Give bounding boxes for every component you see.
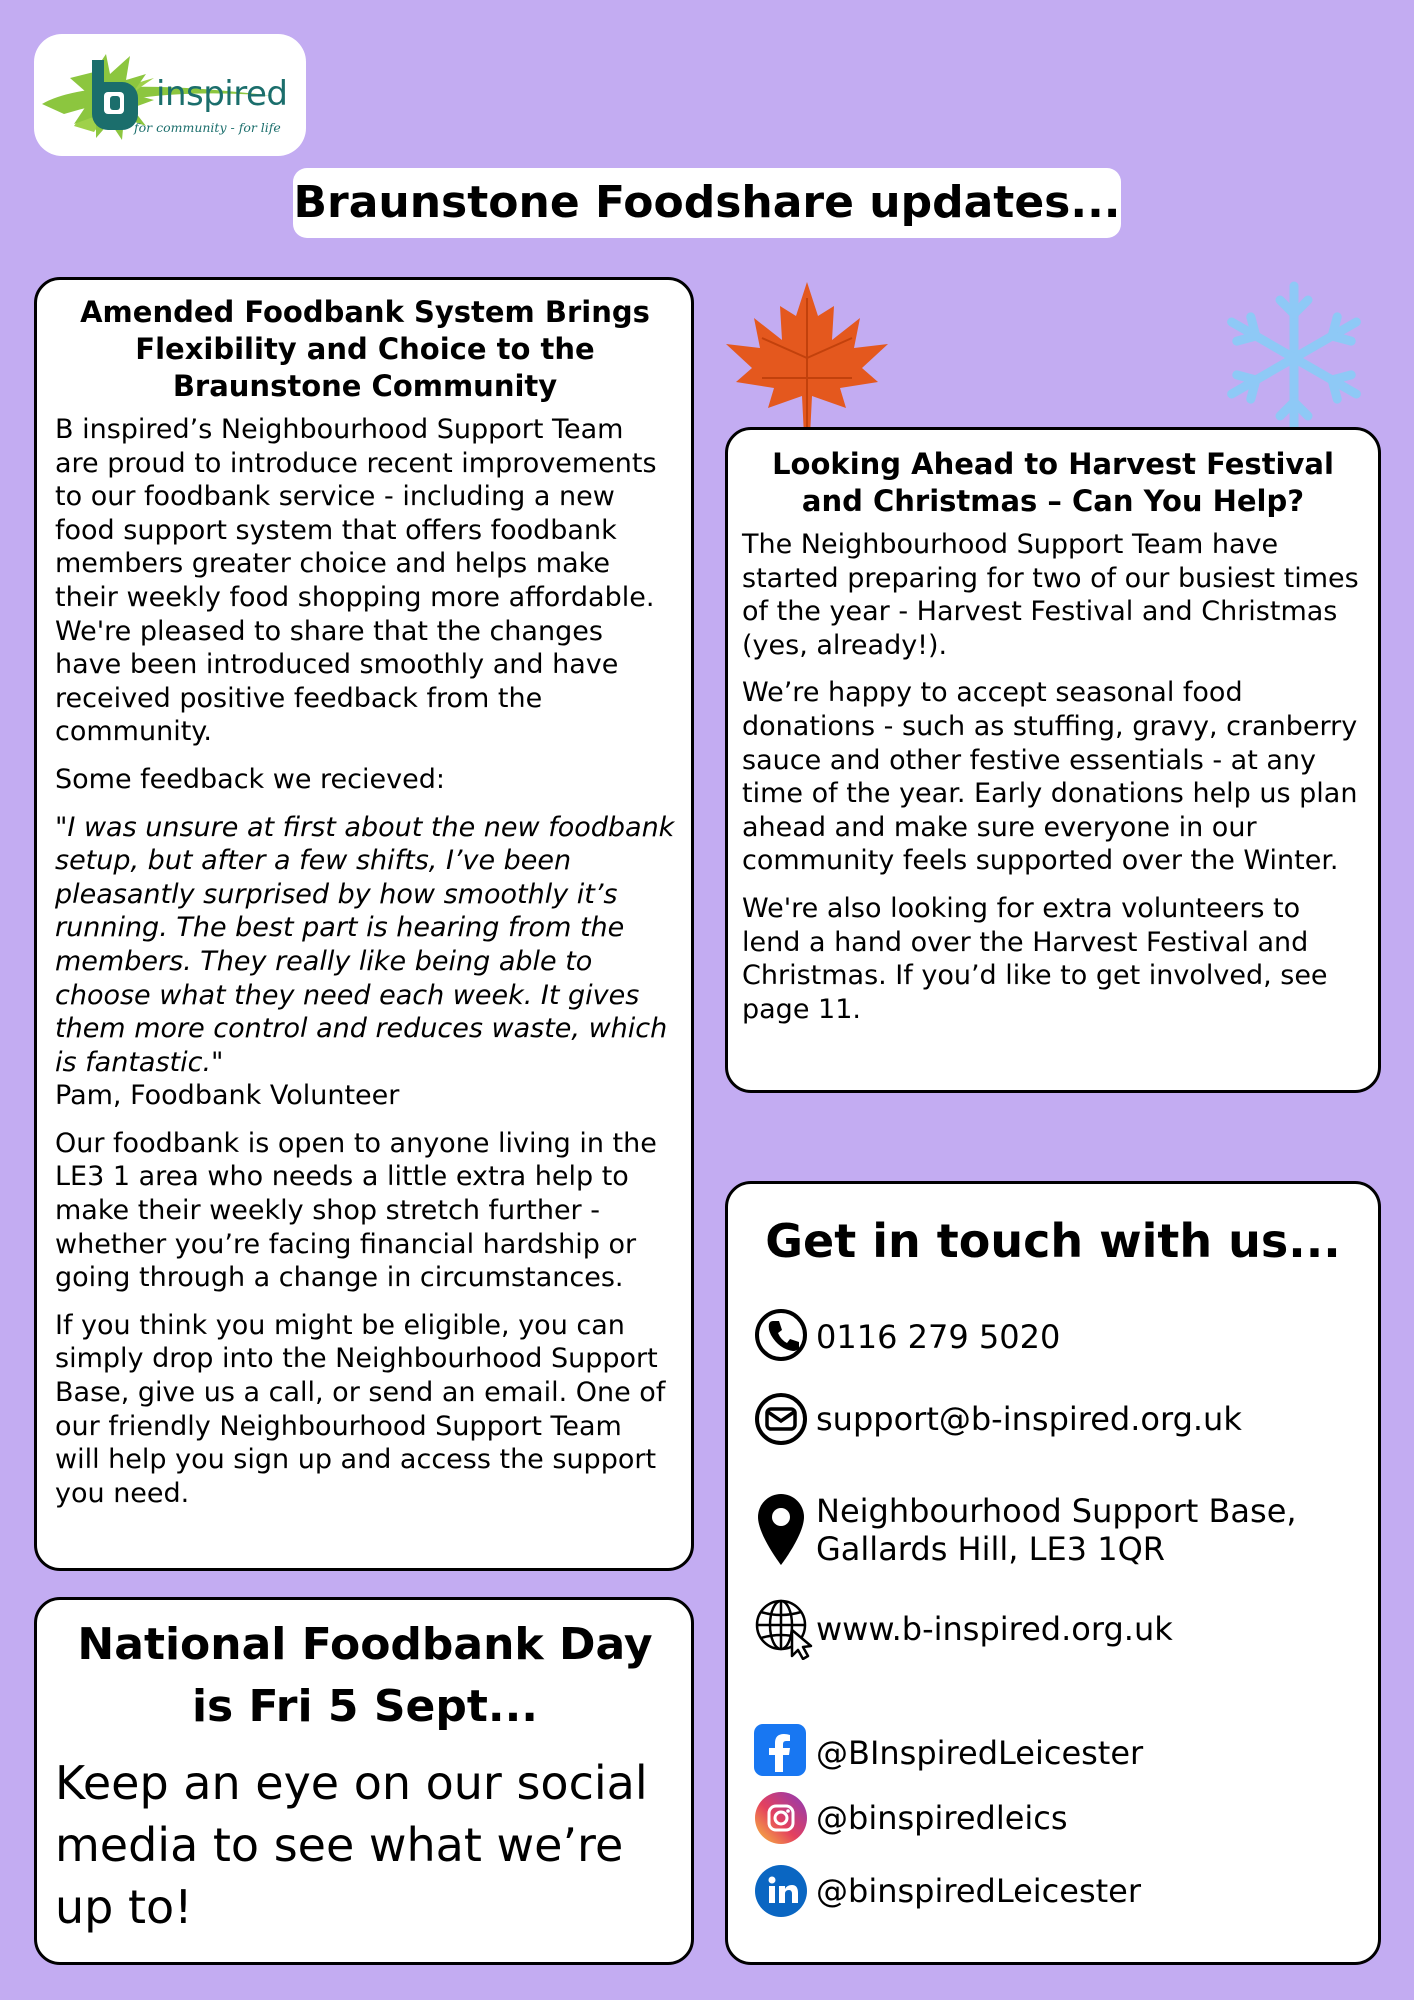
linkedin-icon [754,1864,808,1918]
maple-leaf-icon [722,278,892,438]
email-icon [754,1392,808,1446]
contact-title: Get in touch with us... [765,1214,1341,1268]
logo-tagline: for community - for life [134,120,281,135]
snowflake-icon [1214,278,1374,438]
contact-website[interactable]: www.b-inspired.org.uk [816,1610,1173,1648]
harvest-article-title: Looking Ahead to Harvest Festival and Christmas – Can You Help? [772,447,1334,518]
phone-icon [754,1308,808,1362]
harvest-article-para3: We're also looking for extra volunteers to lend a hand over the Harvest Festival and Christmas. If you’d like to get involved, see page 11. [742,892,1328,1025]
page-title: Braunstone Foodshare updates... [293,168,1121,238]
contact-panel [725,1181,1381,1965]
quote-close: " [211,1046,224,1078]
contact-facebook[interactable]: @BInspiredLeicester [816,1734,1144,1772]
eligibility-text: Our foodbank is open to anyone living in the LE3 1 area who needs a little extra help to make their weekly shop stretch further - whether you’re facing financial hardship or going through a change in circumstances. [55,1127,657,1294]
contact-phone[interactable]: 0116 279 5020 [816,1318,1061,1356]
foodbank-article-intro: B inspired’s Neighbourhood Support Team are proud to introduce recent improvements to our foodbank service - including a new food support system that offers foodbank members greater choice and helps make their weekly food shopping more affordable. We're pleased to share that the changes have been introduced smoothly and have received positive feedback from the community. [55,414,657,748]
harvest-article-panel [725,427,1381,1093]
feedback-intro: Some feedback we recieved: [55,763,445,795]
instagram-icon [754,1791,808,1845]
contact-instagram[interactable]: @binspiredleics [816,1799,1068,1837]
quote-author: Pam, Foodbank Volunteer [55,1080,400,1112]
facebook-icon [754,1724,806,1776]
national-foodbank-day-body: Keep an eye on our social media to see what we’re up to! [55,1756,648,1934]
volunteer-quote [55,811,675,1113]
logo [34,34,306,156]
foodbank-article-panel [34,277,694,1571]
globe-cursor-icon [754,1598,814,1660]
quote-text: "I was unsure at first about the new foodbank setup, but after a few shifts, I’ve been pleasantly surprised by how smoothly it’s running. The best part is hearing from the members. They really like being able to choose what they need each week. It gives them more control and reduces waste, which is fantastic. [55,811,675,1078]
contact-address-line2: Gallards Hill, LE3 1QR [816,1530,1165,1568]
location-pin-icon [754,1492,808,1568]
foodbank-article-title: Amended Foodbank System Brings Flexibility and Choice to the Braunstone Community [80,295,650,403]
signup-text: If you think you might be eligible, you can simply drop into the Neighbourhood Support Base, give us a call, or send an email. One of our friendly Neighbourhood Support Team will help you sign up and access the support you need. [55,1309,666,1509]
harvest-article-para1: The Neighbourhood Support Team have started preparing for two of our busiest times of the year - Harvest Festival and Christmas (yes, already!). [742,529,1359,661]
contact-email[interactable]: support@b-inspired.org.uk [816,1400,1242,1438]
national-foodbank-day-panel [34,1597,694,1965]
logo-wordmark: inspired [156,74,288,114]
harvest-article-para2: We’re happy to accept seasonal food donations - such as stuffing, gravy, cranberry sauce and other festive essentials - at any time of the year. Early donations help us plan ahead and make sure everyone in our community feels supported over the Winter. [742,677,1358,877]
contact-address-line1: Neighbourhood Support Base, [816,1492,1297,1530]
national-foodbank-day-title: National Foodbank Day is Fri 5 Sept... [77,1619,653,1732]
contact-linkedin[interactable]: @binspiredLeicester [816,1872,1141,1910]
